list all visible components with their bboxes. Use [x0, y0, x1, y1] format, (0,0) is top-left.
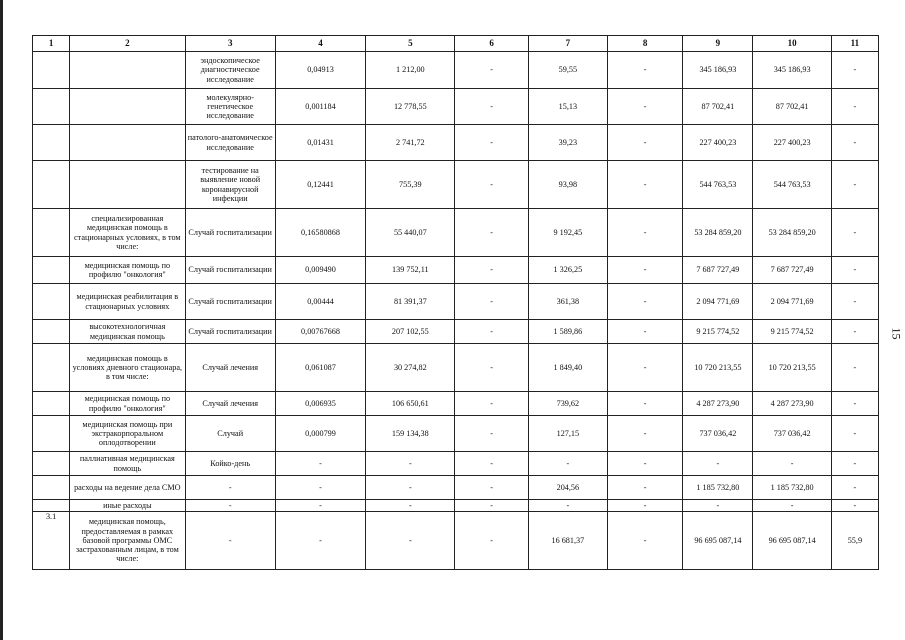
value-cell: -	[275, 452, 365, 476]
table-row	[33, 125, 879, 161]
value-cell: 30 274,82	[366, 344, 455, 392]
value-cell: -	[455, 257, 528, 284]
value-cell: 0,001184	[275, 89, 365, 125]
table-row	[33, 392, 879, 416]
row-number-cell	[33, 89, 70, 125]
column-header: 7	[528, 36, 607, 52]
value-cell: 55 440,07	[366, 209, 455, 257]
value-cell: 53 284 859,20	[753, 209, 831, 257]
value-cell: 106 650,61	[366, 392, 455, 416]
value-cell: -	[455, 500, 528, 512]
row-label-cell	[70, 161, 185, 209]
value-cell: 39,23	[528, 125, 607, 161]
value-cell: -	[607, 209, 682, 257]
unit-cell: тестирование на выявление новой коронавирусной инфекции	[185, 161, 275, 209]
value-cell: -	[455, 476, 528, 500]
value-cell: -	[455, 52, 528, 89]
value-cell: -	[366, 500, 455, 512]
unit-cell: Случай госпитализации	[185, 257, 275, 284]
value-cell: 96 695 087,14	[683, 512, 753, 570]
value-cell: -	[607, 476, 682, 500]
row-label-cell: специализированная медицинская помощь в стационарных условиях, в том числе:	[70, 209, 185, 257]
table-row	[33, 512, 879, 570]
value-cell: -	[831, 284, 878, 320]
value-cell: -	[831, 452, 878, 476]
row-number-cell	[33, 452, 70, 476]
value-cell: -	[455, 284, 528, 320]
value-cell: 87 702,41	[753, 89, 831, 125]
value-cell: -	[607, 257, 682, 284]
value-cell: -	[275, 476, 365, 500]
value-cell: 9 215 774,52	[683, 320, 753, 344]
value-cell: -	[831, 500, 878, 512]
row-label-cell: расходы на ведение дела СМО	[70, 476, 185, 500]
value-cell: -	[366, 512, 455, 570]
table-header-row	[33, 36, 879, 52]
value-cell: -	[607, 320, 682, 344]
row-number-cell	[33, 500, 70, 512]
table-row	[33, 320, 879, 344]
value-cell: 139 752,11	[366, 257, 455, 284]
value-cell: 204,56	[528, 476, 607, 500]
unit-cell: Случай лечения	[185, 344, 275, 392]
row-label-cell: медицинская помощь, предоставляемая в рамках базовой программы ОМС застрахованным лицам, в том числе:	[70, 512, 185, 570]
value-cell: -	[831, 257, 878, 284]
value-cell: 9 192,45	[528, 209, 607, 257]
value-cell: 81 391,37	[366, 284, 455, 320]
row-label-cell: медицинская помощь по профилю "онкология"	[70, 257, 185, 284]
value-cell: -	[275, 512, 365, 570]
unit-cell: -	[185, 476, 275, 500]
column-header: 2	[70, 36, 185, 52]
value-cell: -	[366, 476, 455, 500]
value-cell: -	[528, 452, 607, 476]
value-cell: 2 094 771,69	[683, 284, 753, 320]
row-label-cell: паллиативная медицинская помощь	[70, 452, 185, 476]
row-number-cell: 3.1	[33, 512, 70, 570]
value-cell: -	[455, 161, 528, 209]
value-cell: -	[455, 125, 528, 161]
row-number-cell	[33, 416, 70, 452]
unit-cell: Случай госпитализации	[185, 320, 275, 344]
value-cell: 1 326,25	[528, 257, 607, 284]
value-cell: 12 778,55	[366, 89, 455, 125]
table-row	[33, 476, 879, 500]
value-cell: 2 741,72	[366, 125, 455, 161]
row-number-cell	[33, 125, 70, 161]
value-cell: -	[607, 392, 682, 416]
value-cell: -	[831, 209, 878, 257]
table-row	[33, 344, 879, 392]
row-label-cell: медицинская реабилитация в стационарных условиях	[70, 284, 185, 320]
value-cell: -	[455, 209, 528, 257]
unit-cell: Койко-день	[185, 452, 275, 476]
page-number: 15	[889, 327, 904, 340]
column-header: 11	[831, 36, 878, 52]
column-header: 1	[33, 36, 70, 52]
table-row	[33, 52, 879, 89]
value-cell: 227 400,23	[683, 125, 753, 161]
value-cell: -	[607, 452, 682, 476]
value-cell: -	[607, 161, 682, 209]
table-row	[33, 257, 879, 284]
value-cell: -	[683, 500, 753, 512]
value-cell: -	[831, 344, 878, 392]
row-label-cell: медицинская помощь при экстракорпоральном оплодотворении	[70, 416, 185, 452]
table-row	[33, 416, 879, 452]
value-cell: -	[366, 452, 455, 476]
table-row	[33, 452, 879, 476]
value-cell: 345 186,93	[683, 52, 753, 89]
value-cell: -	[455, 89, 528, 125]
value-cell: 0,00444	[275, 284, 365, 320]
value-cell: -	[831, 416, 878, 452]
value-cell: -	[607, 52, 682, 89]
table-row	[33, 284, 879, 320]
value-cell: -	[683, 452, 753, 476]
value-cell: 1 185 732,80	[753, 476, 831, 500]
column-header: 4	[275, 36, 365, 52]
value-cell: 10 720 213,55	[753, 344, 831, 392]
row-label-cell	[70, 52, 185, 89]
value-cell: 0,006935	[275, 392, 365, 416]
unit-cell: -	[185, 512, 275, 570]
column-header: 3	[185, 36, 275, 52]
value-cell: 4 287 273,90	[683, 392, 753, 416]
value-cell: -	[831, 392, 878, 416]
value-cell: 159 134,38	[366, 416, 455, 452]
row-number-cell	[33, 476, 70, 500]
value-cell: -	[607, 500, 682, 512]
unit-cell: патолого-анатомическое исследование	[185, 125, 275, 161]
value-cell: 544 763,53	[683, 161, 753, 209]
value-cell: 739,62	[528, 392, 607, 416]
row-number-cell	[33, 52, 70, 89]
table-row	[33, 89, 879, 125]
value-cell: 207 102,55	[366, 320, 455, 344]
row-number-cell	[33, 320, 70, 344]
column-header: 10	[753, 36, 831, 52]
value-cell: -	[831, 125, 878, 161]
value-cell: 87 702,41	[683, 89, 753, 125]
row-number-cell	[33, 392, 70, 416]
value-cell: -	[607, 512, 682, 570]
value-cell: 737 036,42	[683, 416, 753, 452]
value-cell: 0,061087	[275, 344, 365, 392]
unit-cell: -	[185, 500, 275, 512]
unit-cell: эндоскопическое диагностическое исследование	[185, 52, 275, 89]
value-cell: 16 681,37	[528, 512, 607, 570]
row-label-cell: медицинская помощь по профилю "онкология"	[70, 392, 185, 416]
value-cell: 10 720 213,55	[683, 344, 753, 392]
value-cell: -	[455, 452, 528, 476]
unit-cell: Случай лечения	[185, 392, 275, 416]
row-label-cell: высокотехнологичная медицинская помощь	[70, 320, 185, 344]
value-cell: -	[831, 52, 878, 89]
value-cell: 544 763,53	[753, 161, 831, 209]
value-cell: -	[831, 320, 878, 344]
value-cell: 0,00767668	[275, 320, 365, 344]
table-row	[33, 161, 879, 209]
value-cell: -	[607, 89, 682, 125]
row-label-cell	[70, 89, 185, 125]
value-cell: 0,009490	[275, 257, 365, 284]
value-cell: 0,04913	[275, 52, 365, 89]
value-cell: 59,55	[528, 52, 607, 89]
unit-cell: Случай	[185, 416, 275, 452]
value-cell: 127,15	[528, 416, 607, 452]
value-cell: 0,01431	[275, 125, 365, 161]
value-cell: 1 589,86	[528, 320, 607, 344]
value-cell: 7 687 727,49	[753, 257, 831, 284]
value-cell: 96 695 087,14	[753, 512, 831, 570]
value-cell: 227 400,23	[753, 125, 831, 161]
column-header: 6	[455, 36, 528, 52]
value-cell: 9 215 774,52	[753, 320, 831, 344]
value-cell: 361,38	[528, 284, 607, 320]
value-cell: -	[753, 452, 831, 476]
page-left-edge	[0, 0, 3, 640]
row-number-cell	[33, 284, 70, 320]
unit-cell: Случай госпитализации	[185, 284, 275, 320]
row-label-cell: иные расходы	[70, 500, 185, 512]
value-cell: 0,12441	[275, 161, 365, 209]
value-cell: -	[455, 512, 528, 570]
value-cell: 0,16580868	[275, 209, 365, 257]
value-cell: -	[607, 344, 682, 392]
value-cell: 755,39	[366, 161, 455, 209]
column-header: 9	[683, 36, 753, 52]
row-number-cell	[33, 344, 70, 392]
value-cell: -	[275, 500, 365, 512]
row-label-cell	[70, 125, 185, 161]
column-header: 5	[366, 36, 455, 52]
value-cell: -	[607, 416, 682, 452]
value-cell: 15,13	[528, 89, 607, 125]
row-number-cell	[33, 257, 70, 284]
value-cell: 737 036,42	[753, 416, 831, 452]
value-cell: -	[831, 476, 878, 500]
unit-cell: молекулярно-генетическое исследование	[185, 89, 275, 125]
table-row	[33, 209, 879, 257]
value-cell: 53 284 859,20	[683, 209, 753, 257]
value-cell: -	[455, 344, 528, 392]
row-label-cell: медицинская помощь в условиях дневного стационара, в том числе:	[70, 344, 185, 392]
value-cell: 1 185 732,80	[683, 476, 753, 500]
value-cell: 55,9	[831, 512, 878, 570]
budget-table	[32, 35, 879, 570]
value-cell: 93,98	[528, 161, 607, 209]
value-cell: -	[455, 392, 528, 416]
value-cell: -	[607, 125, 682, 161]
value-cell: -	[455, 320, 528, 344]
value-cell: -	[455, 416, 528, 452]
value-cell: -	[831, 89, 878, 125]
value-cell: -	[753, 500, 831, 512]
value-cell: 4 287 273,90	[753, 392, 831, 416]
value-cell: 0,000799	[275, 416, 365, 452]
value-cell: -	[831, 161, 878, 209]
row-number-cell	[33, 161, 70, 209]
unit-cell: Случай госпитализации	[185, 209, 275, 257]
value-cell: 2 094 771,69	[753, 284, 831, 320]
value-cell: -	[528, 500, 607, 512]
value-cell: 345 186,93	[753, 52, 831, 89]
column-header: 8	[607, 36, 682, 52]
value-cell: 1 212,00	[366, 52, 455, 89]
row-number-cell	[33, 209, 70, 257]
value-cell: 7 687 727,49	[683, 257, 753, 284]
value-cell: 1 849,40	[528, 344, 607, 392]
value-cell: -	[607, 284, 682, 320]
table-row	[33, 500, 879, 512]
